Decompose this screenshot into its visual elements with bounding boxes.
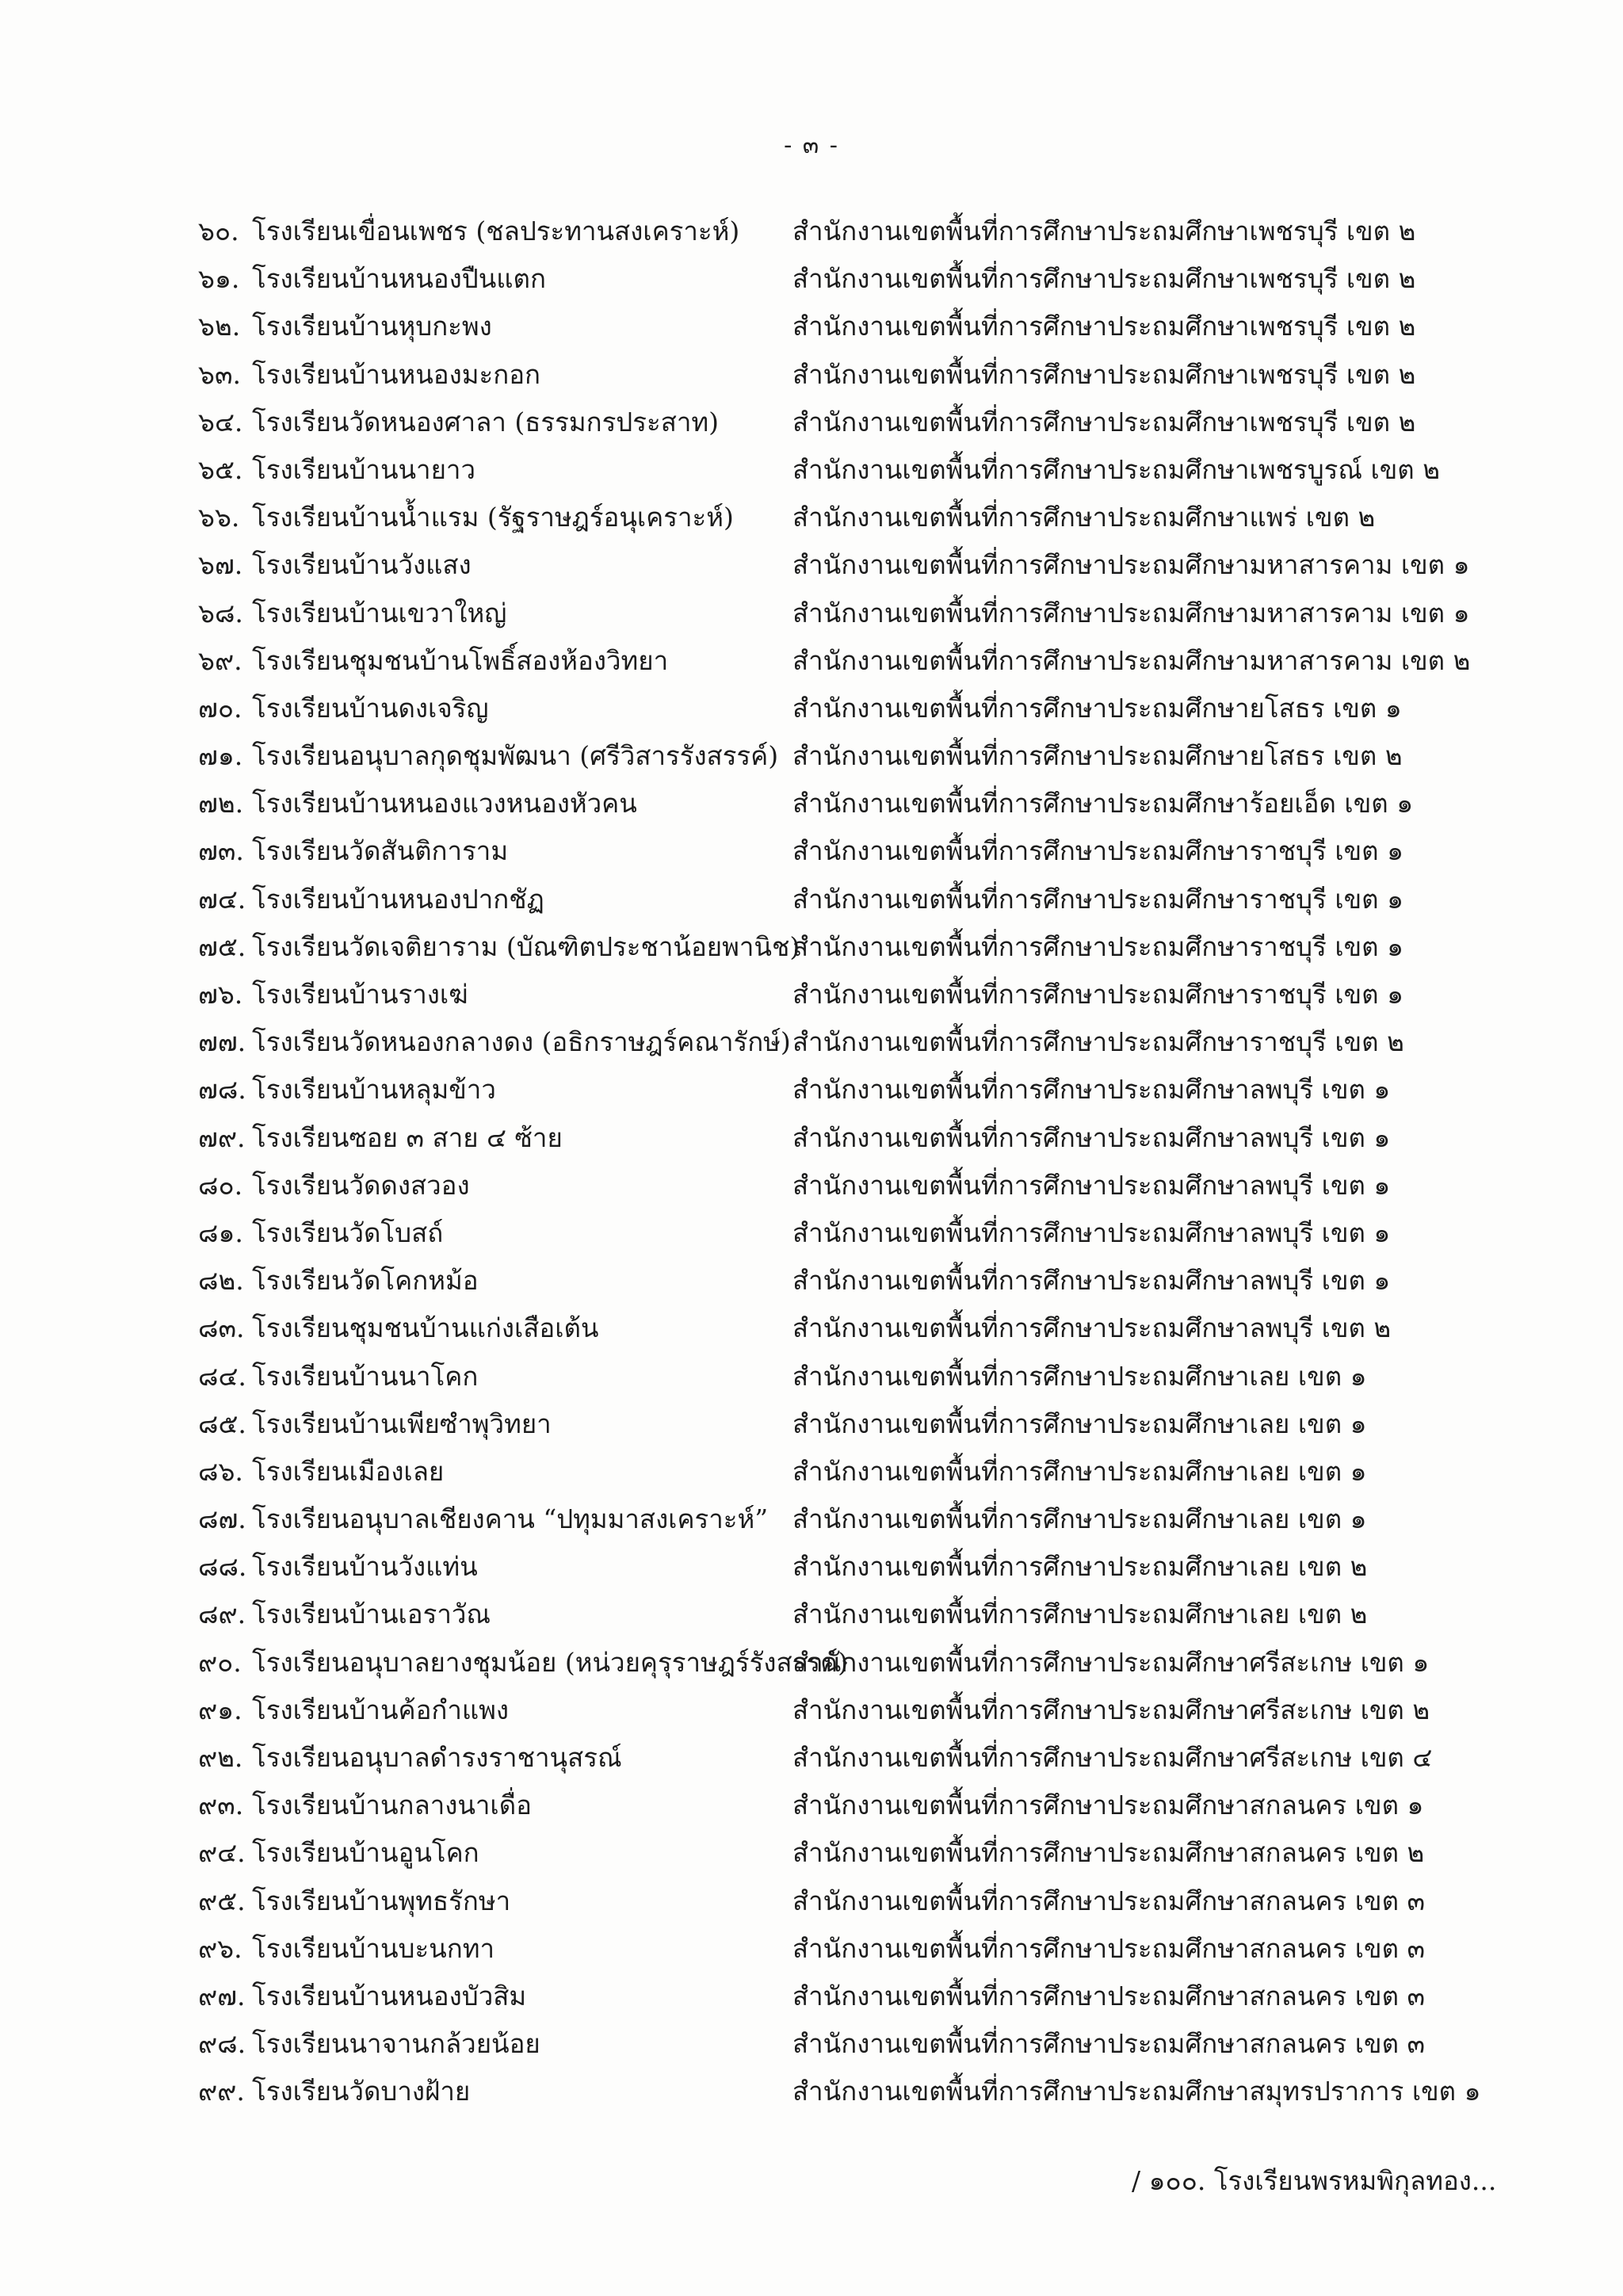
item-number: ๙๔. [198, 1837, 246, 1869]
education-office: สำนักงานเขตพื้นที่การศึกษาประถมศึกษาสกลนคร เขต ๓ [792, 1885, 1426, 1916]
item-number: ๖๑. [198, 263, 240, 295]
list-item [198, 1496, 1466, 1543]
education-office: สำนักงานเขตพื้นที่การศึกษาประถมศึกษาราชบุรี เขต ๑ [792, 835, 1404, 867]
list-item [198, 876, 1466, 923]
education-office: สำนักงานเขตพื้นที่การศึกษาประถมศึกษาเลย เขต ๑ [792, 1360, 1367, 1392]
education-office: สำนักงานเขตพื้นที่การศึกษาประถมศึกษาศรีสะเกษ เขต ๔ [792, 1742, 1433, 1773]
school-name: โรงเรียนวัดดงสวอง [252, 1169, 470, 1201]
list-item [198, 1925, 1466, 1973]
list-item [198, 351, 1466, 399]
item-number: ๙๐. [198, 1646, 242, 1678]
item-number: ๘๖. [198, 1455, 243, 1487]
item-number: ๗๖. [198, 979, 243, 1010]
school-name: โรงเรียนบ้านพุทธรักษา [252, 1885, 511, 1916]
item-number: ๙๕. [198, 1885, 246, 1916]
list-item [198, 971, 1466, 1018]
education-office: สำนักงานเขตพื้นที่การศึกษาประถมศึกษาลพบุรี เขต ๑ [792, 1265, 1391, 1297]
list-item [198, 1734, 1466, 1782]
item-number: ๙๒. [198, 1742, 243, 1773]
school-name: โรงเรียนบ้านหลุมข้าว [252, 1074, 496, 1106]
item-number: ๙๙. [198, 2076, 245, 2107]
item-number: ๖๐. [198, 216, 239, 246]
list-item [198, 1687, 1466, 1734]
list-item [198, 590, 1470, 637]
school-name: โรงเรียนบ้านค้อกำแพง [252, 1694, 510, 1725]
list-item [198, 732, 1466, 780]
item-number: ๖๔. [198, 406, 243, 437]
item-number: ๘๒. [198, 1265, 244, 1297]
item-number: ๖๙. [198, 644, 242, 676]
item-number: ๘๕. [198, 1408, 246, 1439]
education-office: สำนักงานเขตพื้นที่การศึกษาประถมศึกษาศรีสะเกษ เขต ๒ [792, 1694, 1430, 1725]
list-item [198, 1114, 1466, 1162]
school-name: โรงเรียนบ้านดงเจริญ [252, 692, 489, 724]
school-name: โรงเรียนวัดหนองศาลา (ธรรมกรประสาท) [252, 406, 720, 437]
item-number: ๘๔. [198, 1360, 246, 1392]
education-office: สำนักงานเขตพื้นที่การศึกษาประถมศึกษาสมุทรปราการ เขต ๑ [792, 2076, 1481, 2107]
list-item [198, 827, 1466, 875]
education-office: สำนักงานเขตพื้นที่การศึกษาประถมศึกษาสกลนคร เขต ๑ [792, 1790, 1424, 1821]
education-office: สำนักงานเขตพื้นที่การศึกษาประถมศึกษาราชบุรี เขต ๒ [792, 1026, 1404, 1058]
school-name: โรงเรียนบ้านกลางนาเดื่อ [252, 1790, 532, 1821]
item-number: ๗๘. [198, 1074, 246, 1106]
list-item [198, 1162, 1466, 1209]
education-office: สำนักงานเขตพื้นที่การศึกษาประถมศึกษาสกลนคร เขต ๓ [792, 1980, 1426, 2011]
item-number: ๙๓. [198, 1790, 244, 1821]
item-number: ๘๑. [198, 1217, 243, 1248]
school-name: โรงเรียนบ้านหนองบัวสิม [252, 1980, 527, 2011]
school-name: โรงเรียนเมืองเลย [252, 1455, 445, 1487]
school-name: โรงเรียนบ้านเอราวัณ [252, 1599, 491, 1630]
school-name: โรงเรียนบ้านเขวาใหญ่ [252, 597, 507, 628]
school-name: โรงเรียนบ้านนาโคก [252, 1360, 479, 1392]
education-office: สำนักงานเขตพื้นที่การศึกษาประถมศึกษาเพชรบุรี เขต ๒ [792, 406, 1416, 437]
list-item [198, 685, 1466, 732]
list-item [198, 1305, 1466, 1352]
school-name: โรงเรียนบ้านวังแสง [252, 549, 472, 581]
list-item [198, 1353, 1466, 1400]
education-office: สำนักงานเขตพื้นที่การศึกษาประถมศึกษาร้อยเอ็ด เขต ๑ [792, 788, 1414, 819]
education-office: สำนักงานเขตพื้นที่การศึกษาประถมศึกษาสกลนคร เขต ๓ [792, 2028, 1426, 2060]
school-name: โรงเรียนอนุบาลเชียงคาน “ปทุมมาสงเคราะห์” [252, 1503, 769, 1535]
education-office: สำนักงานเขตพื้นที่การศึกษาประถมศึกษาเพชรบูรณ์ เขต ๒ [792, 453, 1440, 485]
item-number: ๖๖. [198, 502, 240, 533]
page-number: - ๓ - [784, 132, 839, 159]
education-office: สำนักงานเขตพื้นที่การศึกษาประถมศึกษาเลย เขต ๒ [792, 1551, 1368, 1583]
list-item [198, 1591, 1466, 1638]
list-item [198, 446, 1466, 494]
school-name: โรงเรียนบ้านบะนกทา [252, 1932, 495, 1964]
education-office: สำนักงานเขตพื้นที่การศึกษาประถมศึกษาเลย เขต ๑ [792, 1408, 1367, 1439]
item-number: ๙๗. [198, 1980, 246, 2011]
education-office: สำนักงานเขตพื้นที่การศึกษาประถมศึกษาเลย เขต ๑ [792, 1503, 1367, 1535]
item-number: ๗๗. [198, 1026, 246, 1058]
education-office: สำนักงานเขตพื้นที่การศึกษาประถมศึกษาลพบุรี เขต ๑ [792, 1074, 1391, 1106]
item-number: ๗๑. [198, 740, 243, 772]
list-item [198, 303, 1466, 350]
item-number: ๖๗. [198, 549, 243, 581]
school-name: โรงเรียนบ้านหนองแวงหนองหัวคน [252, 788, 637, 819]
education-office: สำนักงานเขตพื้นที่การศึกษาประถมศึกษาสกลนคร เขต ๓ [792, 1932, 1426, 1964]
education-office: สำนักงานเขตพื้นที่การศึกษาประถมศึกษาราชบุรี เขต ๑ [792, 979, 1404, 1010]
school-name: โรงเรียนนาจานกล้วยน้อย [252, 2028, 540, 2060]
continuation-note: / ๑๐๐. โรงเรียนพรหมพิกุลทอง... [1132, 2165, 1497, 2196]
school-name: โรงเรียนบ้านนายาว [252, 453, 475, 485]
list-item [198, 1400, 1466, 1448]
education-office: สำนักงานเขตพื้นที่การศึกษาประถมศึกษามหาสารคาม เขต ๒ [792, 644, 1471, 676]
list-item [198, 1973, 1466, 2020]
list-item [198, 1878, 1466, 1925]
list-item [198, 1018, 1466, 1066]
school-name: โรงเรียนบ้านหุบกะพง [252, 311, 492, 342]
item-number: ๘๐. [198, 1169, 243, 1201]
education-office: สำนักงานเขตพื้นที่การศึกษาประถมศึกษาศรีสะเกษ เขต ๑ [792, 1646, 1430, 1678]
list-item [198, 1209, 1466, 1257]
item-number: ๗๕. [198, 930, 246, 962]
school-name: โรงเรียนอนุบาลยางชุมน้อย (หน่วยคุรุราษฎร์รังสรรค์) [252, 1646, 848, 1678]
item-number: ๘๗. [198, 1503, 246, 1535]
education-office: สำนักงานเขตพื้นที่การศึกษาประถมศึกษาแพร่ เขต ๒ [792, 502, 1376, 533]
education-office: สำนักงานเขตพื้นที่การศึกษาประถมศึกษามหาสารคาม เขต ๑ [792, 597, 1470, 628]
list-item [198, 208, 1466, 255]
school-name: โรงเรียนวัดโบสถ์ [252, 1217, 444, 1248]
education-office: สำนักงานเขตพื้นที่การศึกษาประถมศึกษาลพบุรี เขต ๑ [792, 1169, 1391, 1201]
school-name: โรงเรียนวัดเจติยาราม (บัณฑิตประชาน้อยพานิช) [252, 930, 800, 962]
school-name: โรงเรียนบ้านเพียซำพุวิทยา [252, 1408, 552, 1439]
school-name: โรงเรียนชุมชนบ้านโพธิ์สองห้องวิทยา [252, 644, 669, 676]
school-name: โรงเรียนบ้านอูนโคก [252, 1837, 479, 1869]
school-name: โรงเรียนวัดสันติการาม [252, 835, 509, 867]
item-number: ๖๕. [198, 453, 243, 485]
school-name: โรงเรียนบ้านหนองปากชัฏ [252, 883, 544, 915]
education-office: สำนักงานเขตพื้นที่การศึกษาประถมศึกษายโสธร เขต ๑ [792, 692, 1402, 724]
list-item [198, 780, 1466, 827]
item-number: ๙๑. [198, 1694, 242, 1725]
education-office: สำนักงานเขตพื้นที่การศึกษาประถมศึกษาราชบุรี เขต ๑ [792, 930, 1404, 962]
education-office: สำนักงานเขตพื้นที่การศึกษาประถมศึกษาลพบุรี เขต ๑ [792, 1121, 1391, 1153]
education-office: สำนักงานเขตพื้นที่การศึกษาประถมศึกษาเลย เขต ๑ [792, 1455, 1367, 1487]
item-number: ๘๘. [198, 1551, 247, 1583]
education-office: สำนักงานเขตพื้นที่การศึกษาประถมศึกษามหาสารคาม เขต ๑ [792, 549, 1470, 581]
education-office: สำนักงานเขตพื้นที่การศึกษาประถมศึกษาเพชรบุรี เขต ๒ [792, 216, 1416, 246]
item-number: ๗๐. [198, 692, 242, 724]
list-item [198, 1639, 1466, 1687]
list-item [198, 1066, 1466, 1114]
school-name: โรงเรียนบ้านรางเฆ่ [252, 979, 468, 1010]
item-number: ๖๒. [198, 311, 241, 342]
item-number: ๗๔. [198, 883, 246, 915]
education-office: สำนักงานเขตพื้นที่การศึกษาประถมศึกษาเพชรบุรี เขต ๒ [792, 311, 1416, 342]
list-item [198, 1829, 1466, 1877]
education-office: สำนักงานเขตพื้นที่การศึกษาประถมศึกษาเพชรบุรี เขต ๒ [792, 358, 1416, 390]
education-office: สำนักงานเขตพื้นที่การศึกษาประถมศึกษาลพบุรี เขต ๑ [792, 1217, 1391, 1248]
school-name: โรงเรียนวัดโคกหม้อ [252, 1265, 479, 1297]
item-number: ๖๓. [198, 358, 241, 390]
list-item [198, 923, 1466, 971]
item-number: ๘๙. [198, 1599, 246, 1630]
list-item [198, 1257, 1466, 1305]
item-number: ๗๒. [198, 788, 244, 819]
education-office: สำนักงานเขตพื้นที่การศึกษาประถมศึกษาสกลนคร เขต ๒ [792, 1837, 1425, 1869]
list-item [198, 1448, 1466, 1496]
school-name: โรงเรียนอนุบาลกุดชุมพัฒนา (ศรีวิสารรังสรรค์) [252, 740, 779, 772]
list-item [198, 494, 1466, 541]
item-number: ๙๘. [198, 2028, 246, 2060]
school-name: โรงเรียนชุมชนบ้านแก่งเสือเต้น [252, 1312, 599, 1344]
school-name: โรงเรียนเขื่อนเพชร (ชลประทานสงเคราะห์) [252, 216, 740, 246]
list-item [198, 2068, 1481, 2115]
item-number: ๗๙. [198, 1121, 246, 1153]
item-number: ๘๓. [198, 1312, 245, 1344]
education-office: สำนักงานเขตพื้นที่การศึกษาประถมศึกษาราชบุรี เขต ๑ [792, 883, 1404, 915]
education-office: สำนักงานเขตพื้นที่การศึกษาประถมศึกษาเพชรบุรี เขต ๒ [792, 263, 1416, 295]
list-item [198, 637, 1471, 685]
item-number: ๗๓. [198, 835, 244, 867]
list-item [198, 1543, 1466, 1591]
education-office: สำนักงานเขตพื้นที่การศึกษาประถมศึกษาเลย เขต ๒ [792, 1599, 1368, 1630]
school-name: โรงเรียนบ้านวังแท่น [252, 1551, 478, 1583]
item-number: ๙๖. [198, 1932, 242, 1964]
school-name: โรงเรียนซอย ๓ สาย ๔ ซ้าย [252, 1121, 563, 1153]
list-item [198, 1782, 1466, 1829]
list-item [198, 2020, 1466, 2068]
list-item [198, 255, 1466, 303]
school-name: โรงเรียนอนุบาลดำรงราชานุสรณ์ [252, 1742, 622, 1773]
list-item [198, 541, 1470, 589]
education-office: สำนักงานเขตพื้นที่การศึกษาประถมศึกษายโสธร เขต ๒ [792, 740, 1403, 772]
school-name: โรงเรียนบ้านหนองปืนแตก [252, 263, 546, 295]
school-name: โรงเรียนบ้านน้ำแรม (รัฐราษฎร์อนุเคราะห์) [252, 502, 734, 533]
school-name: โรงเรียนวัดบางฝ้าย [252, 2076, 471, 2107]
item-number: ๖๘. [198, 597, 243, 628]
school-name: โรงเรียนบ้านหนองมะกอก [252, 358, 540, 390]
school-name: โรงเรียนวัดหนองกลางดง (อธิกราษฎร์คณารักษ์) [252, 1026, 791, 1058]
school-list [198, 208, 1481, 2116]
list-item [198, 399, 1466, 446]
education-office: สำนักงานเขตพื้นที่การศึกษาประถมศึกษาลพบุรี เขต ๒ [792, 1312, 1392, 1344]
